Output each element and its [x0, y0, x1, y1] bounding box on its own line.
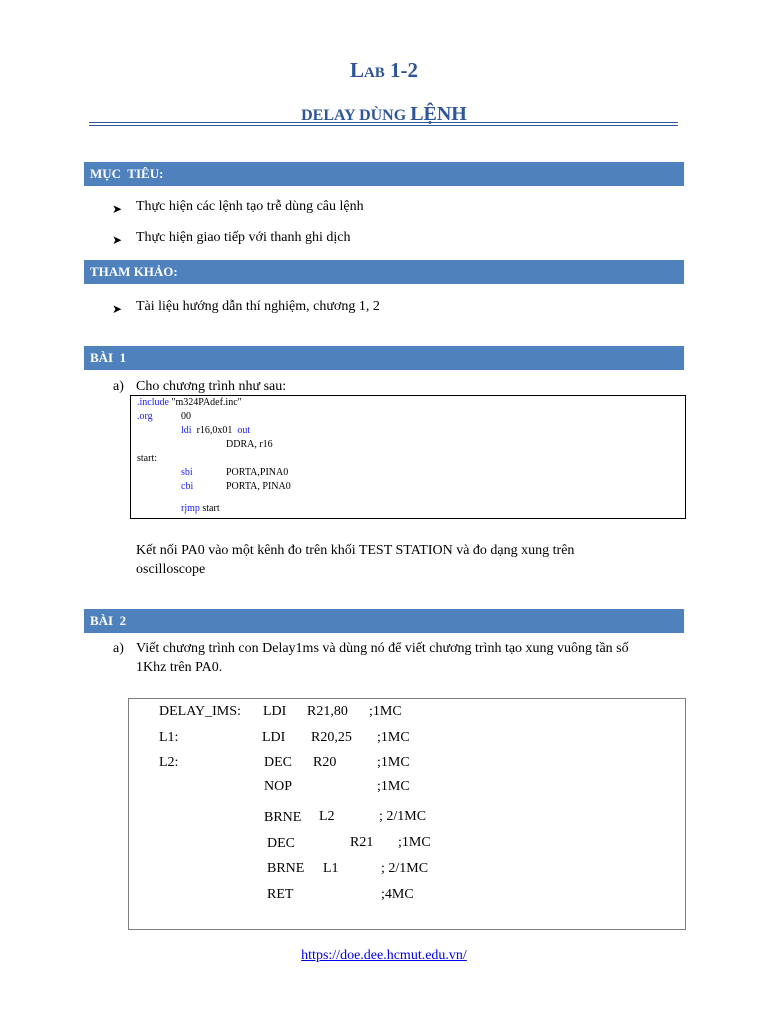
code-keyword: ldi [181, 425, 192, 436]
section-heading-bai-1: BÀI 1 [84, 346, 684, 370]
item-text: 1Khz trên PA0. [136, 660, 223, 675]
lab-subtitle-part-b: LỆNH [410, 103, 467, 125]
code-comment: ; 2/1MC [379, 809, 427, 824]
code-argument: PORTA,PINA0 [226, 467, 289, 478]
item-text: Viết chương trình con Delay1ms và dùng nó để viết chương trình tạo xung vuông tần số [136, 641, 629, 656]
code-argument: R20,25 [311, 730, 352, 745]
code-keyword: out [237, 425, 251, 436]
code-comment: ; 2/1MC [381, 861, 429, 876]
code-argument: start [202, 503, 220, 514]
code-comment: ;1MC [377, 779, 410, 794]
code-label: L1: [159, 730, 179, 745]
code-comment: ;1MC [369, 704, 402, 719]
code-comment: ;1MC [377, 730, 410, 745]
code-keyword: sbi [181, 467, 193, 478]
note-line: Kết nối PA0 vào một kênh đo trên khối TEST STATION và đo dạng xung trên [136, 543, 575, 558]
lab-title: Lab 1-2 [349, 58, 419, 82]
code-argument: DDRA, r16 [226, 439, 273, 450]
bullet-item: Thực hiện các lệnh tạo trễ dùng câu lệnh [136, 199, 364, 214]
code-comment: ;4MC [381, 887, 414, 902]
item-marker: a) [113, 379, 124, 394]
code-argument: R21 [350, 835, 374, 850]
title-divider-bottom [89, 125, 678, 126]
code-keyword: rjmp [181, 503, 200, 514]
code-op: LDI [262, 730, 286, 745]
footer-link[interactable]: https://doe.dee.hcmut.edu.vn/ [301, 948, 467, 963]
bullet-icon: ➤ [112, 302, 123, 316]
bullet-icon: ➤ [112, 202, 123, 216]
code-op: DEC [264, 755, 292, 770]
code-keyword: .org [137, 411, 153, 422]
code-line [181, 425, 250, 436]
code-comment: ;1MC [377, 755, 410, 770]
code-box-bai-1 [130, 395, 686, 519]
code-op: BRNE [267, 861, 305, 876]
code-label: L2: [159, 755, 179, 770]
note-line: oscilloscope [136, 562, 206, 577]
title-divider-top [89, 122, 678, 123]
code-op: NOP [264, 779, 293, 794]
code-line [137, 397, 242, 408]
code-op: RET [267, 887, 294, 902]
code-comment: ;1MC [398, 835, 431, 850]
lab-subtitle-part-a: DELAY DÙNG [301, 107, 411, 124]
code-argument: R20 [313, 755, 337, 770]
section-heading-bai-2: BÀI 2 [84, 609, 684, 633]
bullet-icon: ➤ [112, 233, 123, 247]
code-line [181, 503, 220, 514]
code-argument: R21,80 [307, 704, 348, 719]
code-keyword: .include [137, 397, 169, 408]
section-heading-muc-tieu: MỤC TIÊU: [84, 162, 684, 186]
code-op: LDI [263, 704, 287, 719]
code-op: DEC [267, 836, 295, 851]
code-argument: 00 [181, 411, 191, 422]
code-label: DELAY_IMS: [159, 704, 241, 719]
code-keyword: cbi [181, 481, 194, 492]
bullet-item: Thực hiện giao tiếp với thanh ghi dịch [136, 230, 351, 245]
bullet-item: Tài liệu hướng dẫn thí nghiệm, chương 1, 2 [136, 299, 380, 314]
code-argument: L1 [323, 861, 339, 876]
code-argument: r16,0x01 [196, 425, 233, 436]
item-marker: a) [113, 641, 124, 656]
section-heading-tham-khao: THAM KHẢO: [84, 260, 684, 284]
code-argument: "m324PAdef.inc" [171, 397, 242, 408]
item-text: Cho chương trình như sau: [136, 379, 287, 394]
code-argument: PORTA, PINA0 [226, 481, 291, 492]
code-label: start: [137, 453, 157, 464]
code-op: BRNE [264, 810, 302, 825]
code-argument: L2 [319, 809, 335, 824]
